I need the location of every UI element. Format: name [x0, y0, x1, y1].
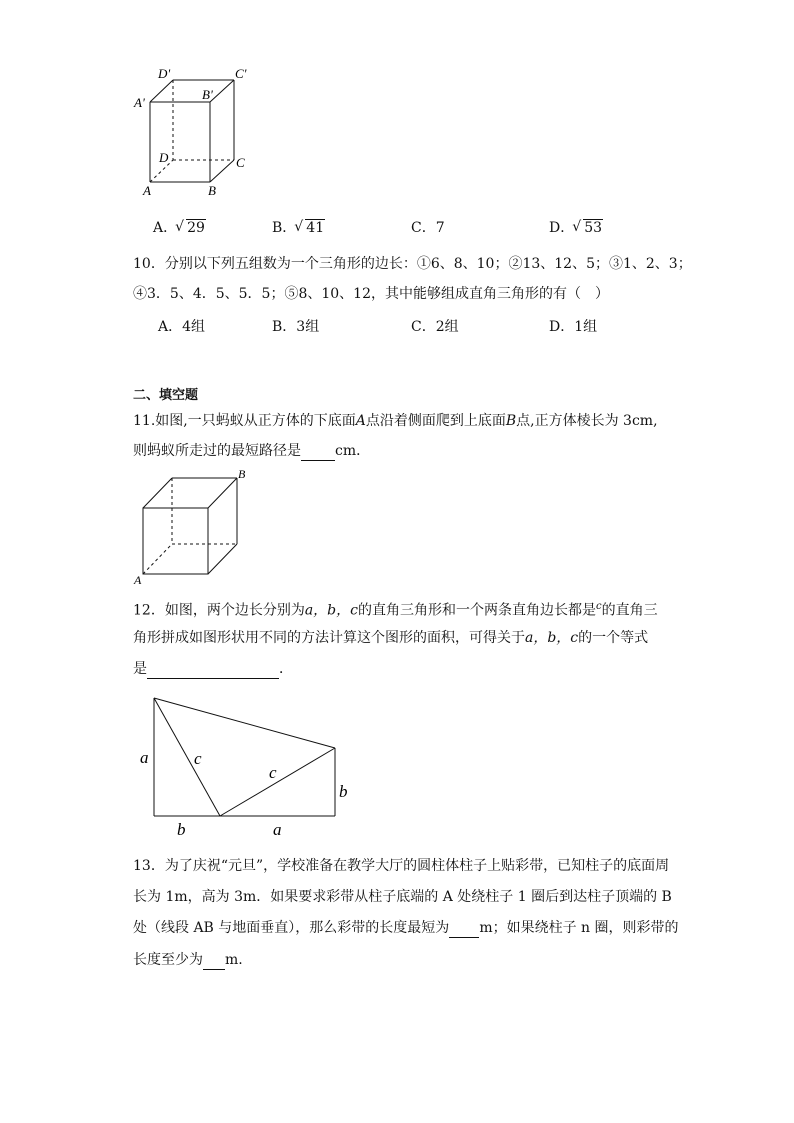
vertex-label: A' — [134, 95, 145, 110]
vertex-label: C' — [235, 66, 247, 81]
q11-line2: 则蚂蚁所走过的最短路径是 cm． — [133, 443, 371, 459]
q11-cube-figure — [128, 466, 258, 588]
q11-line1: 11.如图,一只蚂蚁从正方体的下底面A点沿着侧面爬到上底面B点,正方体棱长为 3cm, — [133, 413, 658, 429]
sqrt-symbol: √ 29 — [177, 220, 206, 236]
side-label: a — [140, 748, 149, 767]
q9-prism-figure — [130, 62, 260, 202]
sqrt-symbol: √ 53 — [574, 220, 603, 236]
q12-line3: 是 ． — [133, 661, 293, 677]
answer-blank[interactable] — [301, 460, 335, 461]
q10-option-c[interactable]: C．2组 — [411, 319, 459, 335]
vertex-label: D' — [158, 66, 171, 81]
side-label: b — [339, 782, 348, 801]
answer-blank[interactable] — [147, 678, 279, 679]
vertex-label: B — [208, 183, 216, 198]
side-label: c — [269, 763, 277, 782]
sqrt-symbol: √ 41 — [296, 220, 325, 236]
q10-option-d[interactable]: D．1组 — [549, 319, 598, 335]
q9-option-c[interactable]: C．7 — [411, 220, 445, 236]
q13-line3: 处（线段 AB 与地面垂直），那么彩带的长度最短为 m；如果绕柱子 n 圈，则彩带的 — [133, 920, 679, 936]
answer-blank[interactable] — [449, 937, 479, 938]
vertex-label: A — [134, 573, 142, 587]
q9-option-a[interactable]: A．√ 29 — [153, 217, 206, 237]
section-heading: 二、填空题 — [133, 388, 199, 403]
q10-line1: 10．分别以下列五组数为一个三角形的边长：①6、8、10；②13、12、5；③1、2、3； — [133, 256, 692, 272]
side-label: a — [273, 820, 282, 839]
q9-option-b[interactable]: B．√ 41 — [272, 217, 325, 237]
q9-option-d[interactable]: D．√ 53 — [549, 217, 603, 237]
q10-line2: ④3．5、4．5、5．5；⑤8、10、12，其中能够组成直角三角形的有（ ） — [133, 286, 609, 302]
vertex-label: B — [238, 467, 246, 481]
q13-line4: 长度至少为 m. — [133, 952, 243, 968]
q13-line2: 长为 1m，高为 3m．如果要求彩带从柱子底端的 A 处绕柱子 1 圈后到达柱子顶端的 B — [133, 889, 672, 905]
q10-option-a[interactable]: A．4组 — [158, 319, 206, 335]
q13-line1: 13．为了庆祝“元旦”，学校准备在教学大厅的圆柱体柱子上贴彩带，已知柱子的底面周 — [133, 858, 670, 874]
vertex-label: D — [159, 150, 169, 165]
side-label: b — [177, 820, 186, 839]
q12-line2: 角形拼成如图形状用不同的方法计算这个图形的面积，可得关于a，b，c的一个等式 — [133, 630, 649, 646]
answer-blank[interactable] — [203, 969, 225, 970]
vertex-label: C — [236, 155, 245, 170]
q12-line1: 12．如图，两个边长分别为a，b，c的直角三角形和一个两条直角边长都是$^c$的直角三 — [133, 601, 658, 619]
q12-trapezoid-figure — [130, 690, 360, 840]
vertex-label: B' — [202, 87, 213, 102]
vertex-label: A — [143, 183, 151, 198]
q10-option-b[interactable]: B．3组 — [272, 319, 320, 335]
side-label: c — [194, 749, 202, 768]
